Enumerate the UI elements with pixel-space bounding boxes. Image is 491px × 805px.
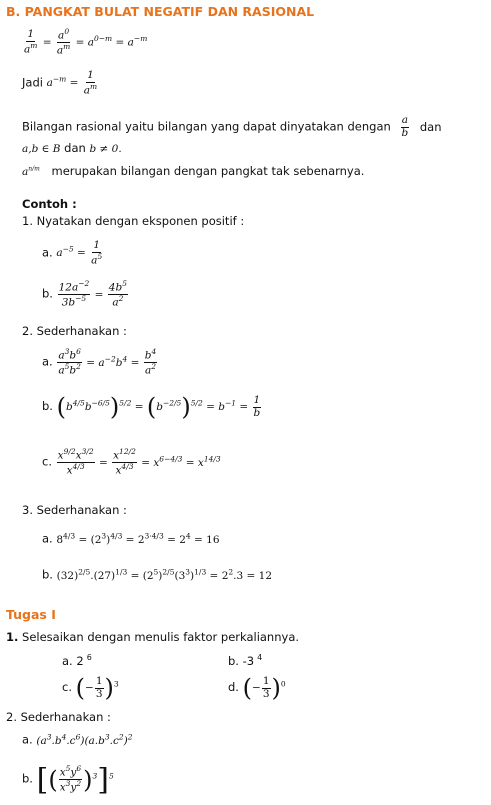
condition-ab: a,b ∈ B <box>22 143 61 155</box>
label-b: b. <box>22 771 33 786</box>
example-2b: b. $(b^{4/5}b^{-6/5})^{5/2} = (b^{-2/5})^{5/2} = b^{-1}$ = $\frac{1}{b}$ <box>42 393 261 421</box>
condition-line <box>22 141 122 155</box>
task-1-number: 1. <box>6 630 19 644</box>
label-a: a. <box>22 732 33 747</box>
label-b: b. <box>42 399 53 413</box>
condition-b: b ≠ 0. <box>89 143 122 155</box>
label-b: b. <box>42 567 53 582</box>
label-a: a. <box>42 531 53 546</box>
definition-formula: $\frac{1}{a^m}$ = $\frac{a^0}{a^m}$ = $a^{0-m} = a^{-m}$ <box>24 27 148 57</box>
label-a: a. <box>42 354 53 369</box>
label-c: c. <box>62 680 72 694</box>
question-1: 1. Nyatakan dengan eksponen positif : <box>22 214 245 228</box>
example-3b: b. $(32)^{2/5}.(27)^{1/3} = (2^5)^{2/5}(3^3)^{1/3} = 2^2.3 = 12$ <box>42 567 273 582</box>
jadi-formula: $a^{-m}$ = $\frac{1}{a^m}$ <box>46 69 98 97</box>
task-1b: b. -3 $^4$ <box>228 653 263 668</box>
sebenarnya-line <box>22 164 364 178</box>
example-3a: a. $8^{4/3} = (2^3)^{4/3} = 2^{3\cdot 4/3} = 2^4 = 16$ <box>42 531 220 546</box>
example-2c: c. $\frac{x^{9/2}x^{3/2}}{x^{4/3}}$ = $\frac{x^{12/2}}{x^{4/3}}$ = $x^{6-4/3} = x^{14/3}$ <box>42 447 221 477</box>
dan-word-2: dan <box>64 141 86 155</box>
task-1c: c. (− $\frac{1}{3}$ )$^3$ <box>62 674 119 702</box>
section-title: B. PANGKAT BULAT NEGATIF DAN RASIONAL <box>6 4 315 19</box>
contoh-heading: Contoh : <box>22 197 77 211</box>
rasional-text: Bilangan rasional yaitu bilangan yang dapat dinyatakan dengan <box>22 119 391 134</box>
label-b: b. <box>42 286 53 301</box>
dan-word: dan <box>419 119 442 134</box>
label-c: c. <box>42 454 52 469</box>
example-2a: a. $\frac{a^3b^6}{a^5b^2}$ = $a^{-2}b^4$ = $\frac{b^4}{a^2}$ <box>42 347 157 377</box>
jadi-label: Jadi <box>22 75 43 90</box>
task-1d: d. (− $\frac{1}{3}$ )$^0$ <box>228 674 286 702</box>
task-1 <box>6 630 299 644</box>
task-2b: b. [( $\frac{x^5y^6}{x^3y^2}$ )$^3$]$^5$ <box>22 762 114 797</box>
example-1b: b. $\frac{12a^{-2}}{3b^{-5}}$ = $\frac{4b^5}{a^2}$ <box>42 279 127 309</box>
task-2: 2. Sederhanakan : <box>6 710 111 724</box>
question-2: 2. Sederhanakan : <box>22 324 127 338</box>
task-1a: a. 2 $^6$ <box>62 653 92 668</box>
jadi-line <box>22 70 99 97</box>
sebenarnya-text: merupakan bilangan dengan pangkat tak sebenarnya. <box>51 164 365 178</box>
fraction-a-b: $\frac{a}{b}$ <box>401 114 409 139</box>
task-2a: a. $(a^3.b^4.c^6)(a.b^3.c^2)^2$ <box>22 732 133 747</box>
task-1-text: Selesaikan dengan menulis faktor perkaliannya. <box>22 630 300 644</box>
question-3: 3. Sederhanakan : <box>22 503 127 517</box>
rasional-line <box>22 115 442 139</box>
example-1a: a. $a^{-5}$ = $\frac{1}{a^5}$ <box>42 239 103 267</box>
a-power-n-over-m: $a^{n/m}$ <box>22 165 40 178</box>
tugas-title: Tugas I <box>6 607 56 622</box>
label-a: a. <box>42 245 53 260</box>
label-d: d. <box>228 680 239 694</box>
